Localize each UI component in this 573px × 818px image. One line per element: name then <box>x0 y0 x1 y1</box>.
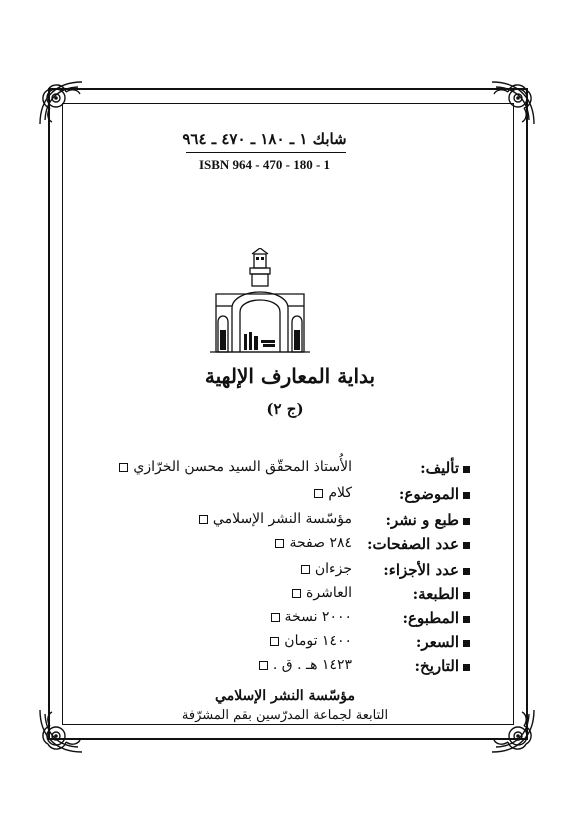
detail-row <box>70 511 470 533</box>
detail-row <box>70 535 470 557</box>
square-bullet-icon <box>463 492 470 499</box>
isbn-arabic: شابك ١ ـ ١٨٠ ـ ٤٧٠ ـ ٩٦٤ <box>182 130 347 148</box>
detail-row <box>70 561 470 583</box>
square-bullet-icon <box>463 542 470 549</box>
empty-square-icon <box>259 661 268 670</box>
empty-square-icon <box>301 565 310 574</box>
detail-row <box>70 633 470 655</box>
square-bullet-icon <box>463 664 470 671</box>
detail-row <box>70 485 470 507</box>
detail-label: تأليف: <box>420 459 470 477</box>
square-bullet-icon <box>463 466 470 473</box>
empty-square-icon <box>292 589 301 598</box>
detail-row <box>70 459 470 481</box>
detail-label: المطبوع: <box>403 609 470 627</box>
detail-value: الأُستاذ المحقّق السيد محسن الخرّازي <box>119 459 352 475</box>
square-bullet-icon <box>463 592 470 599</box>
publisher-building-logo-icon <box>210 248 310 358</box>
detail-value: ١٤٠٠ تومان <box>270 633 352 649</box>
detail-value: العاشرة <box>292 585 352 601</box>
square-bullet-icon <box>463 616 470 623</box>
isbn-latin: ISBN 964 - 470 - 180 - 1 <box>198 157 331 172</box>
empty-square-icon <box>270 637 279 646</box>
empty-square-icon <box>119 463 128 472</box>
empty-square-icon <box>314 489 323 498</box>
detail-label: عدد الأجزاء: <box>383 561 470 579</box>
detail-label: الطبعة: <box>413 585 470 603</box>
detail-row <box>70 657 470 679</box>
detail-value: ٢٠٠٠ نسخة <box>271 609 352 625</box>
corner-ornament-icon <box>36 706 86 756</box>
square-bullet-icon <box>463 518 470 525</box>
book-volume: (ج ٢) <box>266 400 304 418</box>
detail-value: مؤسّسة النشر الإسلامي <box>199 511 352 527</box>
empty-square-icon <box>271 613 280 622</box>
detail-label: التاريخ: <box>415 657 470 675</box>
detail-value: ١٤٢٣ هـ . ق . <box>259 657 352 673</box>
detail-value: كلام <box>314 485 352 501</box>
square-bullet-icon <box>463 640 470 647</box>
detail-label: عدد الصفحات: <box>367 535 470 553</box>
detail-row <box>70 585 470 607</box>
detail-label: الموضوع: <box>399 485 470 503</box>
detail-label: السعر: <box>416 633 470 651</box>
book-title: بداية المعارف الإلهية <box>204 364 376 388</box>
detail-value: ٢٨٤ صفحة <box>275 535 352 551</box>
empty-square-icon <box>275 539 284 548</box>
detail-row <box>70 609 470 631</box>
publisher-name: مؤسّسة النشر الإسلامي <box>215 688 355 704</box>
corner-ornament-icon <box>36 78 86 128</box>
corner-ornament-icon <box>488 78 538 128</box>
publisher-subtitle: التابعة لجماعة المدرّسين بقم المشرّفة <box>181 708 389 723</box>
isbn-divider <box>186 152 346 153</box>
detail-value: جزءان <box>301 561 352 577</box>
corner-ornament-icon <box>488 706 538 756</box>
detail-label: طبع و نشر: <box>385 511 470 529</box>
square-bullet-icon <box>463 568 470 575</box>
empty-square-icon <box>199 515 208 524</box>
